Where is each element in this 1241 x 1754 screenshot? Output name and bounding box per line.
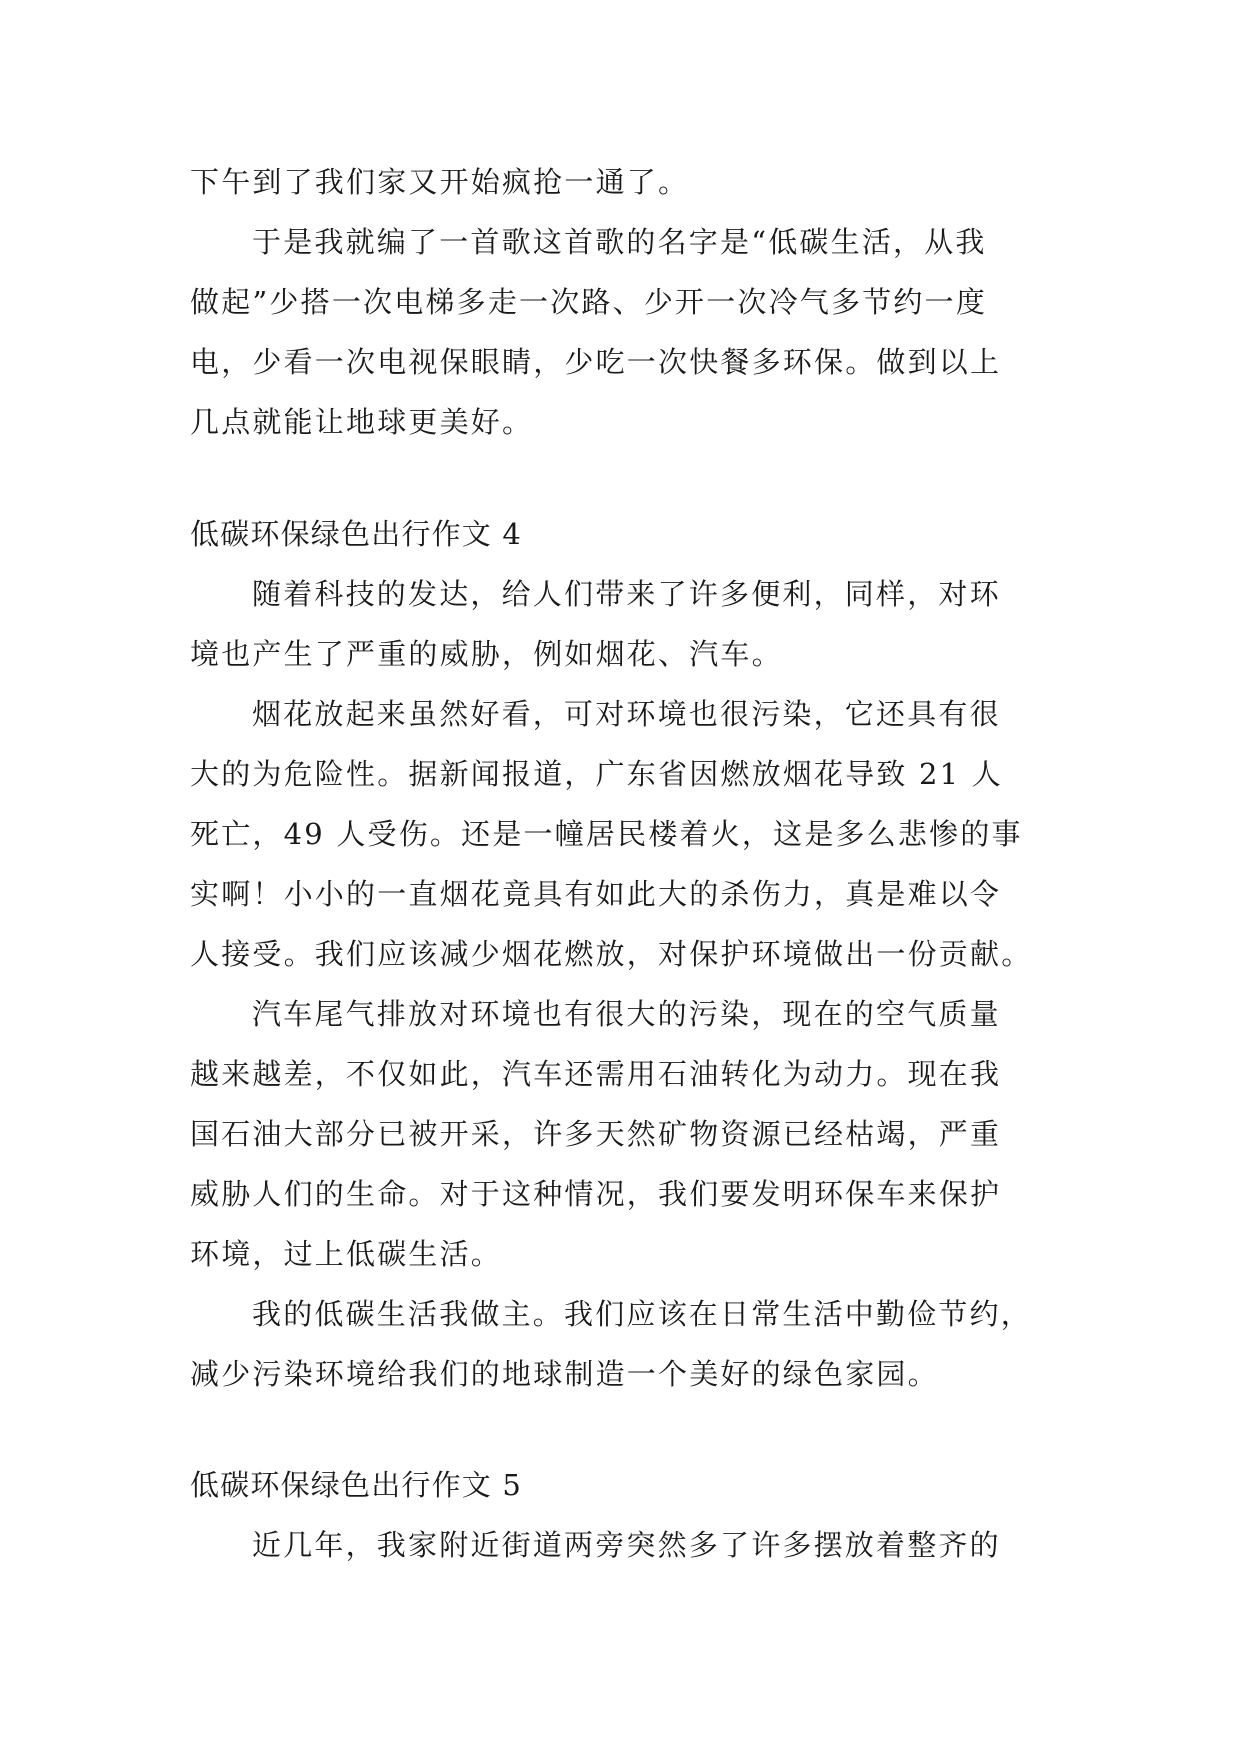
- paragraph-line: 威胁人们的生命。对于这种情况，我们要发明环保车来保护: [190, 1177, 1002, 1211]
- paragraph-line: 烟花放起来虽然好看，可对环境也很污染，它还具有很: [252, 697, 1001, 731]
- paragraph-line: 几点就能让地球更美好。: [190, 405, 534, 439]
- paragraph-line: 人接受。我们应该减少烟花燃放，对保护环境做出一份贡献。: [190, 937, 1033, 971]
- section-heading: 低碳环保绿色出行作文 4: [190, 517, 523, 551]
- paragraph-line: 我的低碳生活我做主。我们应该在日常生活中勤俭节约，: [252, 1297, 1033, 1331]
- paragraph-line: 减少污染环境给我们的地球制造一个美好的绿色家园。: [190, 1357, 939, 1391]
- paragraph-line: 大的为危险性。据新闻报道，广东省因燃放烟花导致 21 人: [190, 757, 1003, 791]
- paragraph-line: 下午到了我们家又开始疯抢一通了。: [190, 165, 690, 199]
- paragraph-line: 电，少看一次电视保眼睛，少吃一次快餐多环保。做到以上: [190, 345, 1002, 379]
- paragraph-line: 环境，过上低碳生活。: [190, 1237, 503, 1271]
- paragraph-line: 死亡，49 人受伤。还是一幢居民楼着火，这是多么悲惨的事: [190, 817, 1023, 851]
- paragraph-line: 实啊！小小的一直烟花竟具有如此大的杀伤力，真是难以令: [190, 877, 1002, 911]
- paragraph-line: 汽车尾气排放对环境也有很大的污染，现在的空气质量: [252, 997, 1001, 1031]
- paragraph-line: 做起”少搭一次电梯多走一次路、少开一次冷气多节约一度: [190, 285, 988, 319]
- paragraph-line: 国石油大部分已被开采，许多天然矿物资源已经枯竭，严重: [190, 1117, 1002, 1151]
- paragraph-line: 近几年，我家附近街道两旁突然多了许多摆放着整齐的: [252, 1528, 1001, 1562]
- section-heading: 低碳环保绿色出行作文 5: [190, 1468, 523, 1502]
- paragraph-line: 越来越差，不仅如此，汽车还需用石油转化为动力。现在我: [190, 1057, 1002, 1091]
- paragraph-line: 于是我就编了一首歌这首歌的名字是“低碳生活，从我: [252, 225, 987, 259]
- paragraph-line: 境也产生了严重的威胁，例如烟花、汽车。: [190, 637, 783, 671]
- paragraph-line: 随着科技的发达，给人们带来了许多便利，同样，对环: [252, 577, 1001, 611]
